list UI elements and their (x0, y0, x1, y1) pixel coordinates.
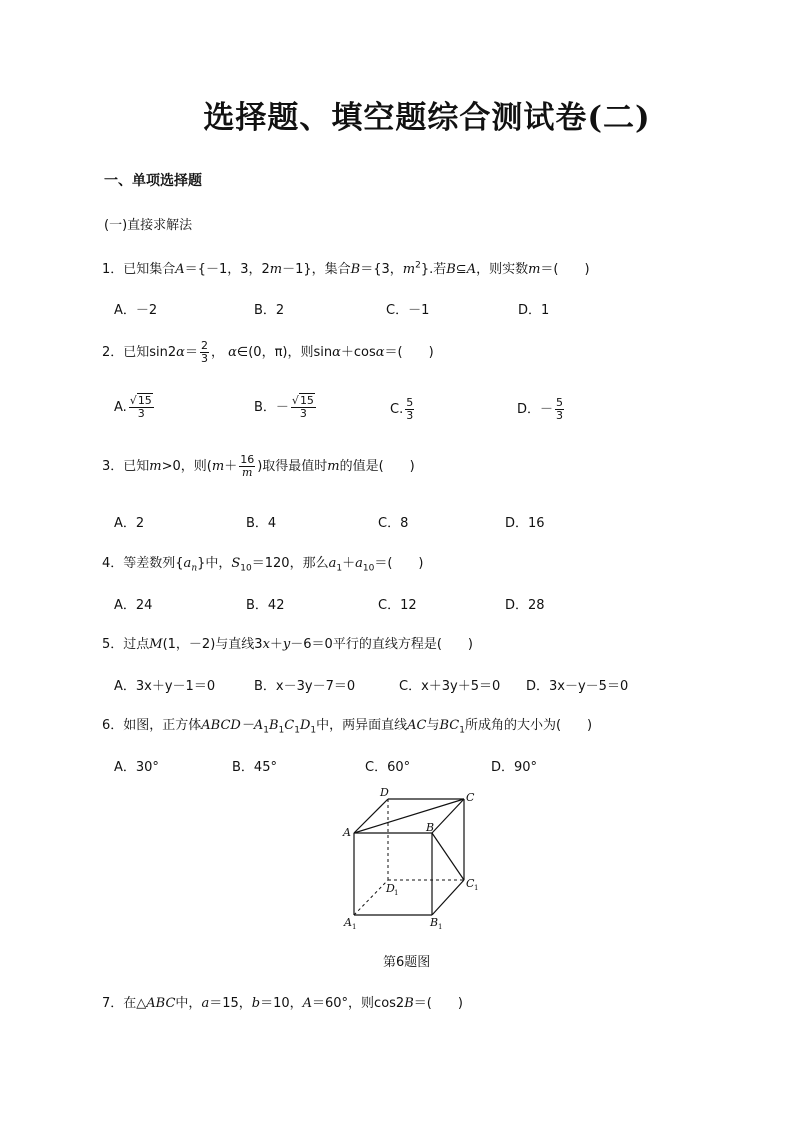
fraction: $\frac{2}{3}$ (200, 339, 208, 366)
subsection-heading: (一)直接求解法 (104, 218, 193, 233)
q2-option-a[interactable]: A. $\frac{√15}{3}$ (114, 394, 152, 421)
q4-option-a[interactable]: A．24 (114, 598, 153, 613)
q1-option-c[interactable]: C．－1 (386, 303, 430, 318)
q5-option-a[interactable]: A．3x＋y－1＝0 (114, 679, 216, 694)
q6-option-c[interactable]: C．60° (365, 760, 411, 775)
q1-option-b[interactable]: B．2 (254, 303, 285, 318)
label-d: D (380, 786, 389, 799)
edge-b1c1 (432, 880, 464, 915)
label-c: C (466, 791, 475, 804)
q6-option-b[interactable]: B．45° (232, 760, 277, 775)
label-c1-sub: 1 (474, 884, 479, 892)
hidden-edge-a1d1 (354, 880, 388, 915)
question-5: 5．过点M(1，－2)与直线3x＋y－6＝0平行的直线方程是( ) (102, 637, 473, 652)
q5-option-c[interactable]: C．x＋3y＋5＝0 (399, 679, 501, 694)
q4-option-d[interactable]: D．28 (505, 598, 545, 613)
q4-option-c[interactable]: C．12 (378, 598, 417, 613)
label-b: B (426, 821, 435, 834)
label-d1-sub: 1 (394, 889, 399, 897)
q3-option-b[interactable]: B．4 (246, 516, 277, 531)
page-title: 选择题、填空题综合测试卷(二) (203, 100, 651, 136)
label-b1-sub: 1 (438, 923, 443, 931)
label-b1: B (430, 916, 439, 929)
q6-option-a[interactable]: A．30° (114, 760, 159, 775)
q3-option-d[interactable]: D．16 (505, 516, 545, 531)
q1-option-d[interactable]: D．1 (518, 303, 550, 318)
q1-option-a[interactable]: A．－2 (114, 303, 158, 318)
diagonal-bc1 (432, 833, 464, 880)
question-4: 4．等差数列$\{a_n\}$中，$S_{10}=120$，那么$a_1+a_{10}=$( ) (102, 556, 424, 574)
question-2: 2．已知sin2α＝ $\frac{2}{3}$ ， α∈(0，π)，则sinα＋cosα＝( ) (102, 339, 434, 366)
question-7: 7．在△ABC中，a＝15，b＝10，A＝60°，则cos2B＝( ) (102, 996, 463, 1011)
figure-caption: 第6题图 (383, 955, 431, 970)
q3-option-a[interactable]: A．2 (114, 516, 145, 531)
q5-option-d[interactable]: D．3x－y－5＝0 (526, 679, 629, 694)
q6-option-d[interactable]: D．90° (491, 760, 538, 775)
question-6: 6．如图，正方体$ABCD-A_1B_1C_1D_1$中，两异面直线AC与$BC_1$所成角的大小为( ) (102, 718, 593, 736)
q3-option-c[interactable]: C．8 (378, 516, 409, 531)
q5-option-b[interactable]: B．x－3y－7＝0 (254, 679, 356, 694)
label-c1: C (466, 877, 475, 890)
cube-figure (330, 786, 490, 936)
label-a1-sub: 1 (352, 923, 357, 931)
label-a1: A (344, 916, 352, 929)
question-3: 3．已知m>0，则(m＋ $\frac{16}{m}$ )取得最值时m的值是( ) (102, 453, 415, 480)
q2-option-b[interactable]: B．－ $\frac{√15}{3}$ (254, 394, 314, 421)
label-d1: D (386, 882, 395, 895)
q2-option-c[interactable]: C. $\frac{5}{3}$ (390, 396, 414, 423)
q4-option-b[interactable]: B．42 (246, 598, 285, 613)
q2-option-d[interactable]: D．－ $\frac{5}{3}$ (517, 396, 564, 423)
section-heading: 一、单项选择题 (104, 173, 202, 189)
label-a: A (343, 826, 351, 839)
question-1: 1．已知集合A＝{－1，3，2m－1}，集合B＝{3，$m^2$}.若B⊆A，则实数m＝( ) (102, 260, 590, 277)
